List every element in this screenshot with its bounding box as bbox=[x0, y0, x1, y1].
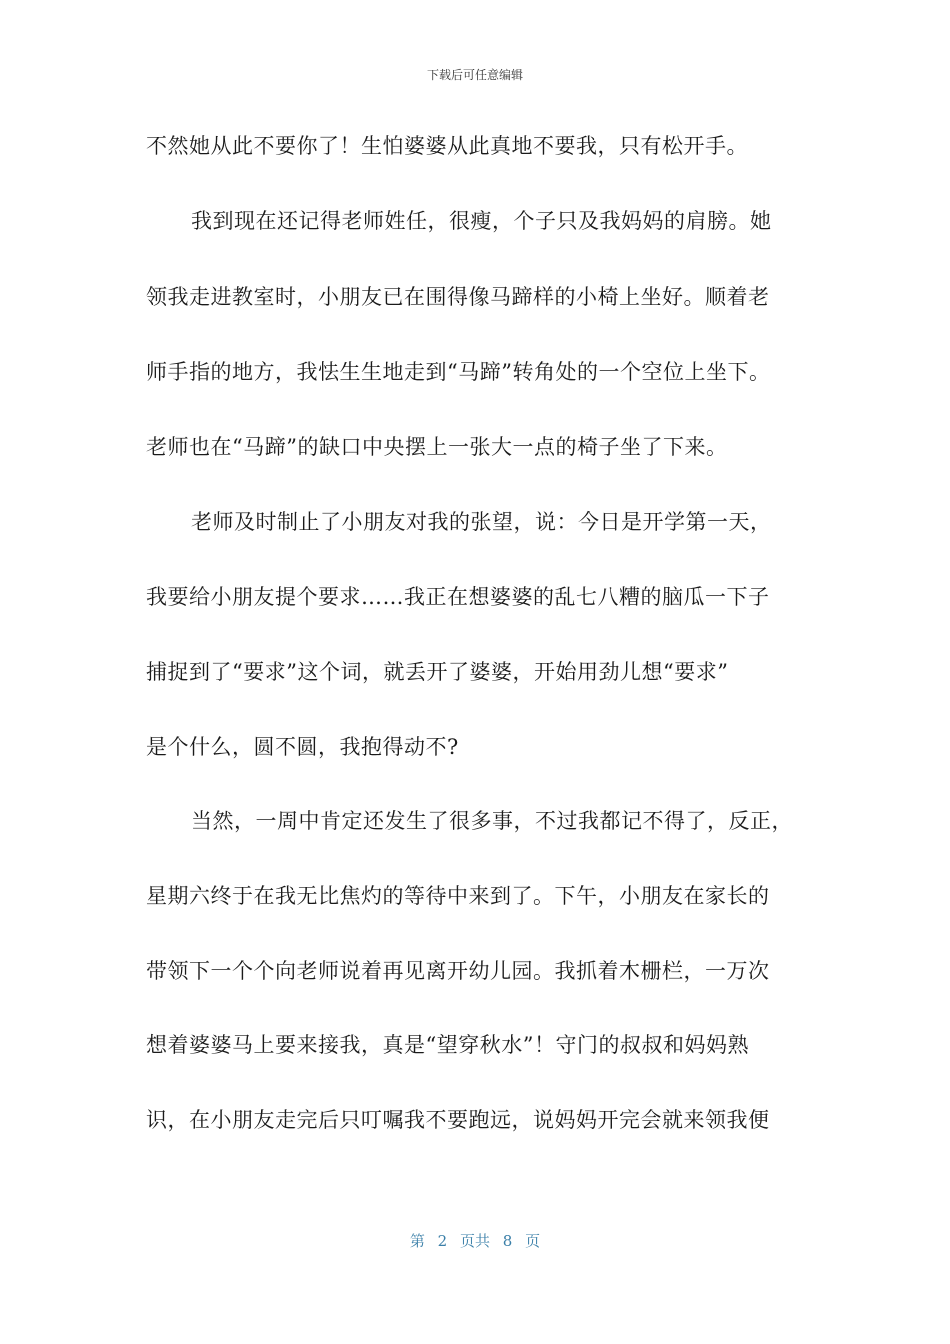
text-line: 师手指的地方，我怯生生地走到“马蹄”转角处的一个空位上坐下。 bbox=[146, 360, 771, 384]
text-line: 捕捉到了“要求”这个词，就丢开了婆婆，开始用劲儿想“要求” bbox=[146, 660, 729, 684]
text-line: 星期六终于在我无比焦灼的等待中来到了。下午，小朋友在家长的 bbox=[146, 884, 770, 908]
text-line: 当然，一周中肯定还发生了很多事，不过我都记不得了，反正， bbox=[191, 809, 793, 833]
text-line: 我到现在还记得老师姓任，很瘦，个子只及我妈妈的肩膀。她 bbox=[191, 209, 772, 233]
text-line: 老师及时制止了小朋友对我的张望，说：今日是开学第一天， bbox=[191, 510, 772, 534]
text-line: 识，在小朋友走完后只叮嘱我不要跑远，说妈妈开完会就来领我便 bbox=[146, 1108, 770, 1132]
text-line: 我要给小朋友提个要求……我正在想婆婆的乱七八糟的脑瓜一下子 bbox=[146, 585, 770, 609]
text-line: 带领下一个个向老师说着再见离开幼儿园。我抓着木栅栏，一万次 bbox=[146, 959, 770, 983]
text-line: 不然她从此不要你了！生怕婆婆从此真地不要我，只有松开手。 bbox=[146, 134, 748, 158]
text-line: 领我走进教室时，小朋友已在围得像马蹄样的小椅上坐好。顺着老 bbox=[146, 285, 770, 309]
page-footer: 第 2 页共 8 页 bbox=[409, 1232, 541, 1250]
text-line: 是个什么，圆不圆，我抱得动不? bbox=[146, 735, 459, 759]
text-line: 想着婆婆马上要来接我，真是“望穿秋水”！守门的叔叔和妈妈熟 bbox=[146, 1033, 749, 1057]
page-header: 下载后可任意编辑 bbox=[426, 68, 523, 82]
text-line: 老师也在“马蹄”的缺口中央摆上一张大一点的椅子坐了下来。 bbox=[146, 435, 728, 459]
